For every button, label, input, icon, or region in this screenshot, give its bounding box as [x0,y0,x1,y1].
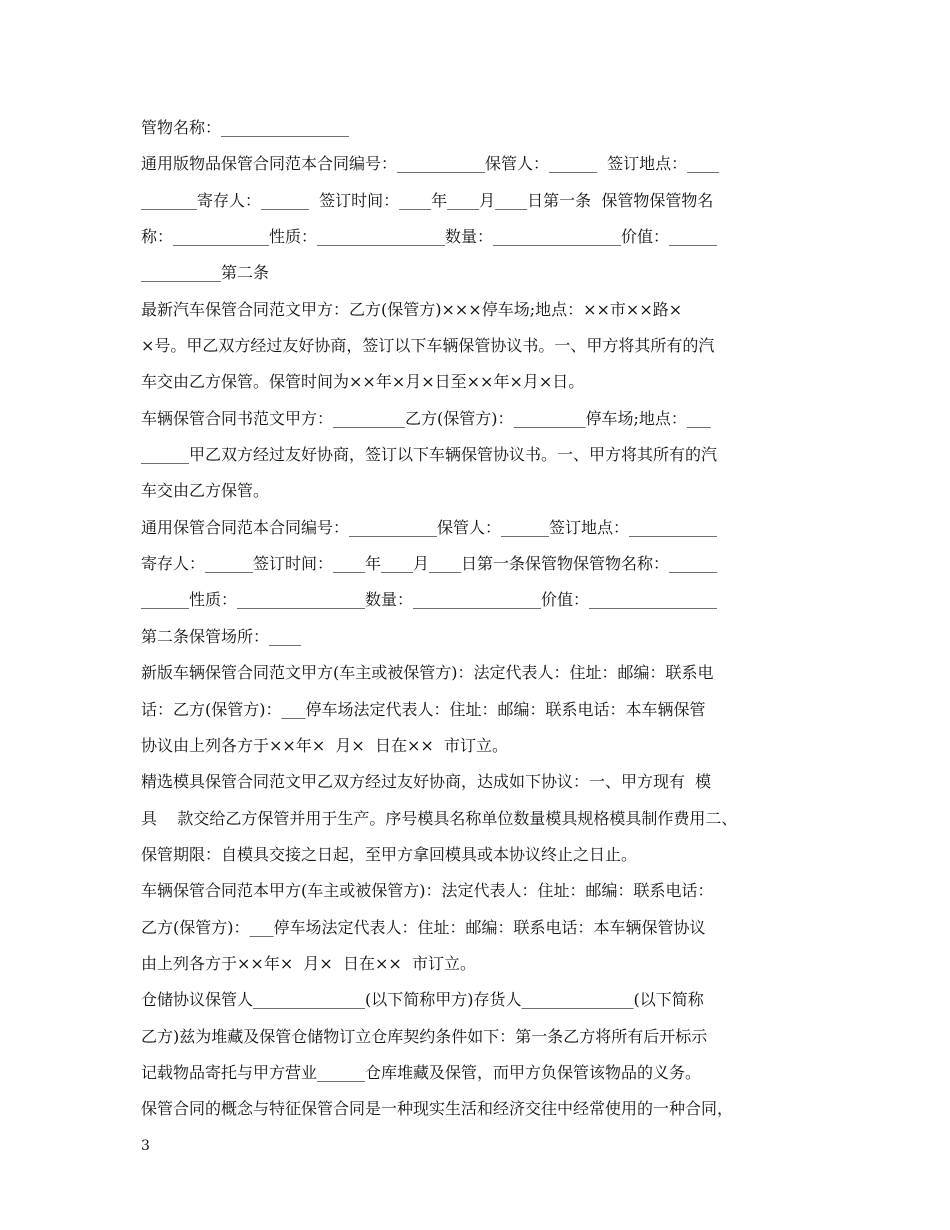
text-line: 记载物品寄托与甲方营业______仓库堆藏及保管，而甲方负保管该物品的义务。 [141,1062,702,1082]
text-line: 寄存人：______签订时间：____年____月____日第一条保管物保管物名称：______ [141,554,718,574]
text-line: 第二条保管场所：____ [141,626,302,646]
text-line: 乙方(保管方)：___停车场法定代表人：住址：邮编：联系电话：本车辆保管协议 [141,917,706,937]
text-line: 车辆保管合同书范文甲方：_________乙方(保管方)：_________停车场;地点：___ [141,408,711,428]
text-line: __________第二条 [141,263,270,283]
text-line: ______甲乙双方经过友好协商，签订以下车辆保管协议书。一、甲方将其所有的汽 [141,445,718,465]
text-line: 车交由乙方保管。保管时间为××年×月×日至××年×月×日。 [141,372,585,392]
text-line: 通用保管合同范本合同编号：___________保管人：______签订地点：___________ [141,517,718,537]
text-line: 车交由乙方保管。 [141,481,270,501]
text-line: 管物名称：________________ [141,118,350,137]
text-line: 通用版物品保管合同范本合同编号：___________保管人：______ 签订地点：____ [141,154,720,174]
text-line: 话：乙方(保管方)：___停车场法定代表人：住址：邮编：联系电话：本车辆保管 [141,699,706,719]
text-line: 协议由上列各方于××年× 月× 日在×× 市订立。 [141,735,508,755]
document-body [141,118,813,1136]
text-line: 保管合同的概念与特征保管合同是一种现实生活和经济交往中经常使用的一种合同， [141,1099,734,1119]
page-number: 3 [141,1138,150,1154]
text-line: 仓储协议保管人______________(以下简称甲方)存货人______________(以下简称 [141,990,704,1010]
text-line: ×号。甲乙双方经过友好协商，签订以下车辆保管协议书。一、甲方将其所有的汽 [141,336,715,356]
text-line: 最新汽车保管合同范文甲方：乙方(保管方)×××停车场;地点：××市××路× [141,299,683,319]
text-line: 具 款交给乙方保管并用于生产。序号模具名称单位数量模具规格模具制作费用二、 [141,808,738,828]
text-line: 车辆保管合同范本甲方(车主或被保管方)：法定代表人：住址：邮编：联系电话： [141,881,714,901]
text-line: 称：____________性质：________________数量：________________价值：______ [141,227,718,247]
text-line: _______寄存人：______ 签订时间：____年____月____日第一条 保管物保管物名 [141,190,714,210]
text-line: 由上列各方于××年× 月× 日在×× 市订立。 [141,953,476,973]
text-line: 精选模具保管合同范文甲乙双方经过友好协商，达成如下协议：一、甲方现有 模 [141,772,712,792]
text-line: 新版车辆保管合同范文甲方(车主或被保管方)：法定代表人：住址：邮编：联系电 [141,663,714,683]
text-line: ______性质：________________数量：________________价值：________________ [141,590,718,610]
text-line: 保管期限：自模具交接之日起，至甲方拿回模具或本协议终止之日止。 [141,844,638,864]
text-line: 乙方)兹为堆藏及保管仓储物订立仓库契约条件如下：第一条乙方将所有后开标示 [141,1026,708,1046]
